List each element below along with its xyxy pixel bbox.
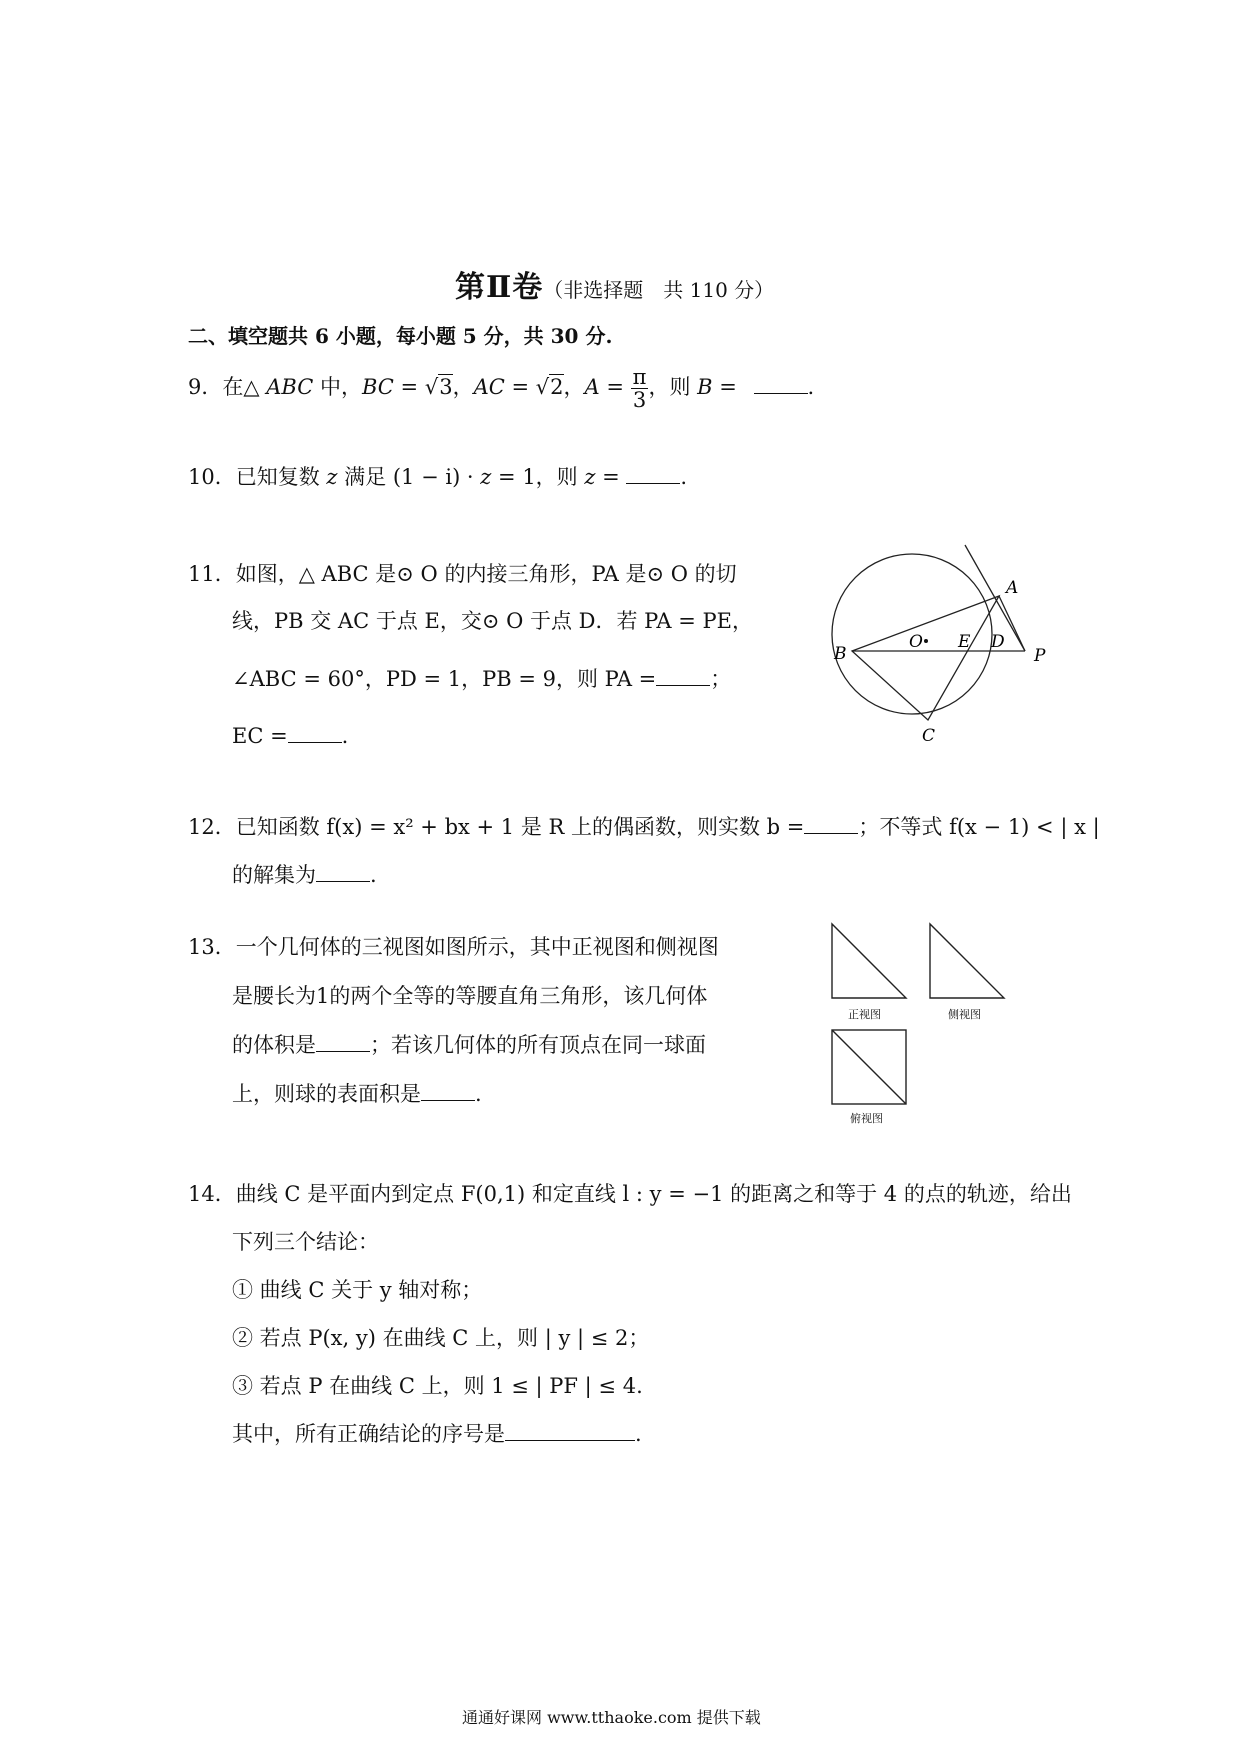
q9-eq3: = xyxy=(599,375,631,399)
answer-blank[interactable] xyxy=(754,373,808,394)
answer-blank[interactable] xyxy=(288,722,342,743)
q9-eq1: = xyxy=(393,375,425,399)
question-11-line-1 xyxy=(188,560,737,588)
sqrt-sign: √ xyxy=(535,375,550,399)
q11-line4-a: EC = xyxy=(232,724,288,748)
triangle-abc xyxy=(852,596,999,720)
footer-text: 通通好课网 www.tthaoke.com 提供下载 xyxy=(462,1708,761,1727)
label-o: O xyxy=(909,632,923,652)
question-10 xyxy=(188,463,687,491)
answer-blank[interactable] xyxy=(316,861,370,882)
three-view-figure xyxy=(830,920,1020,1130)
q14-item-2: ② 若点 P(x, y) 在曲线 C 上，则 | y | ≤ 2； xyxy=(232,1326,650,1350)
label-e: E xyxy=(958,632,971,652)
q10-z3: z xyxy=(584,465,596,489)
title-main: 第Ⅱ卷 xyxy=(455,270,544,305)
q9-bc: BC xyxy=(361,375,394,399)
q9-eq4: = xyxy=(712,375,744,399)
q9-root3: 3 xyxy=(439,375,453,399)
q9-comma2: ， xyxy=(563,375,585,399)
question-12-line-2 xyxy=(232,861,377,889)
answer-blank[interactable] xyxy=(804,813,858,834)
question-13-line-4 xyxy=(232,1080,482,1108)
q9-three: 3 xyxy=(632,388,647,412)
title-subtitle: （非选择题 共 110 分） xyxy=(543,278,775,302)
answer-blank[interactable] xyxy=(421,1080,475,1101)
answer-blank[interactable] xyxy=(656,665,710,686)
question-14-line-2: 下列三个结论： xyxy=(232,1230,379,1254)
q11-number: 11． xyxy=(188,562,236,586)
q14-item-1: ① 曲线 C 关于 y 轴对称； xyxy=(232,1278,483,1302)
q9-root2: 2 xyxy=(550,375,564,399)
question-13-line-1 xyxy=(188,933,719,961)
q10-mid: 满足 (1 − i) · xyxy=(337,465,481,489)
q9-abc: ABC xyxy=(266,375,314,399)
q10-lead: 已知复数 xyxy=(235,465,327,489)
answer-blank[interactable] xyxy=(505,1420,635,1441)
q12-line1-b: ；不等式 f(x − 1) < | x | xyxy=(858,815,1100,839)
question-13-line-3 xyxy=(232,1031,706,1059)
section-title xyxy=(455,262,774,306)
q14-last-b: . xyxy=(635,1422,642,1446)
q12-line2-b: . xyxy=(370,863,377,887)
q14-line1: 曲线 C 是平面内到定点 F(0,1) 和定直线 l : y = −1 的距离之和等于 4 的点的轨迹，给出 xyxy=(235,1182,1072,1206)
q10-z1: z xyxy=(326,465,338,489)
q10-number: 10． xyxy=(188,465,236,489)
label-c: C xyxy=(922,726,936,746)
q10-eq: = xyxy=(595,465,627,489)
question-11-line-3 xyxy=(232,665,731,693)
q11-line1: 如图，△ ABC 是⊙ O 的内接三角形，PA 是⊙ O 的切 xyxy=(235,562,737,586)
q13-number: 13． xyxy=(188,935,236,959)
label-d: D xyxy=(991,632,1005,652)
answer-blank[interactable] xyxy=(626,463,680,484)
q14-item-3: ③ 若点 P 在曲线 C 上，则 1 ≤ | PF | ≤ 4. xyxy=(232,1374,643,1398)
top-view-diagonal xyxy=(832,1030,906,1104)
label-a: A xyxy=(1006,578,1019,598)
q11-line4-b: . xyxy=(341,724,349,748)
answer-blank[interactable] xyxy=(316,1031,370,1052)
section-heading: 二、填空题共 6 小题，每小题 5 分，共 30 分. xyxy=(188,324,613,348)
q13-line4-b: . xyxy=(475,1082,482,1106)
label-p: P xyxy=(1034,646,1046,666)
question-9 xyxy=(188,366,814,411)
q14-last-a: 其中，所有正确结论的序号是 xyxy=(232,1422,505,1446)
q9-end: . xyxy=(807,375,815,399)
q13-line1: 一个几何体的三视图如图所示，其中正视图和侧视图 xyxy=(235,935,719,959)
q14-number: 14． xyxy=(188,1182,236,1206)
question-14-last-line xyxy=(232,1420,642,1448)
q10-mid2: = 1，则 xyxy=(491,465,585,489)
question-12-line-1 xyxy=(188,813,1100,841)
question-11-line-4 xyxy=(232,722,348,750)
q13-line3-a: 的体积是 xyxy=(232,1033,316,1057)
caption-front-view: 正视图 xyxy=(848,1008,881,1021)
q12-number: 12． xyxy=(188,815,236,839)
caption-side-view: 侧视图 xyxy=(948,1008,981,1021)
q9-lead: 在△ xyxy=(222,375,260,399)
question-14-line-1 xyxy=(188,1180,1072,1208)
caption-top-view: 俯视图 xyxy=(850,1112,883,1125)
q9-fraction xyxy=(631,366,649,411)
q9-comma1: ， xyxy=(452,375,474,399)
q13-line3-b: ；若该几何体的所有顶点在同一球面 xyxy=(370,1033,706,1057)
q11-line3-a: ∠ABC = 60°，PD = 1，PB = 9，则 PA = xyxy=(232,667,657,691)
q9-pi: π xyxy=(632,365,647,389)
center-dot xyxy=(924,639,928,643)
q9-a: A xyxy=(584,375,600,399)
q9-ac: AC xyxy=(473,375,505,399)
question-13-line-2: 是腰长为1的两个全等的等腰直角三角形，该几何体 xyxy=(232,984,708,1008)
q10-z2: z xyxy=(480,465,492,489)
q9-b: B xyxy=(697,375,713,399)
label-b: B xyxy=(834,644,847,664)
front-view-triangle xyxy=(832,924,906,998)
q9-mid: 中， xyxy=(313,375,362,399)
q12-line1-a: 已知函数 f(x) = x² + bx + 1 是 R 上的偶函数，则实数 b = xyxy=(235,815,805,839)
q9-eq2: = xyxy=(504,375,536,399)
side-view-triangle xyxy=(930,924,1004,998)
q10-end: . xyxy=(680,465,688,489)
sqrt-sign: √ xyxy=(424,375,439,399)
q9-then: ，则 xyxy=(648,375,698,399)
circle-triangle-figure xyxy=(820,530,1070,750)
q13-line4-a: 上，则球的表面积是 xyxy=(232,1082,421,1106)
q11-line3-b: ； xyxy=(710,667,732,691)
q12-line2-a: 的解集为 xyxy=(232,863,316,887)
q9-number: 9． xyxy=(188,375,223,399)
question-11-line-2: 线，PB 交 AC 于点 E，交⊙ O 于点 D．若 PA = PE， xyxy=(232,609,753,633)
